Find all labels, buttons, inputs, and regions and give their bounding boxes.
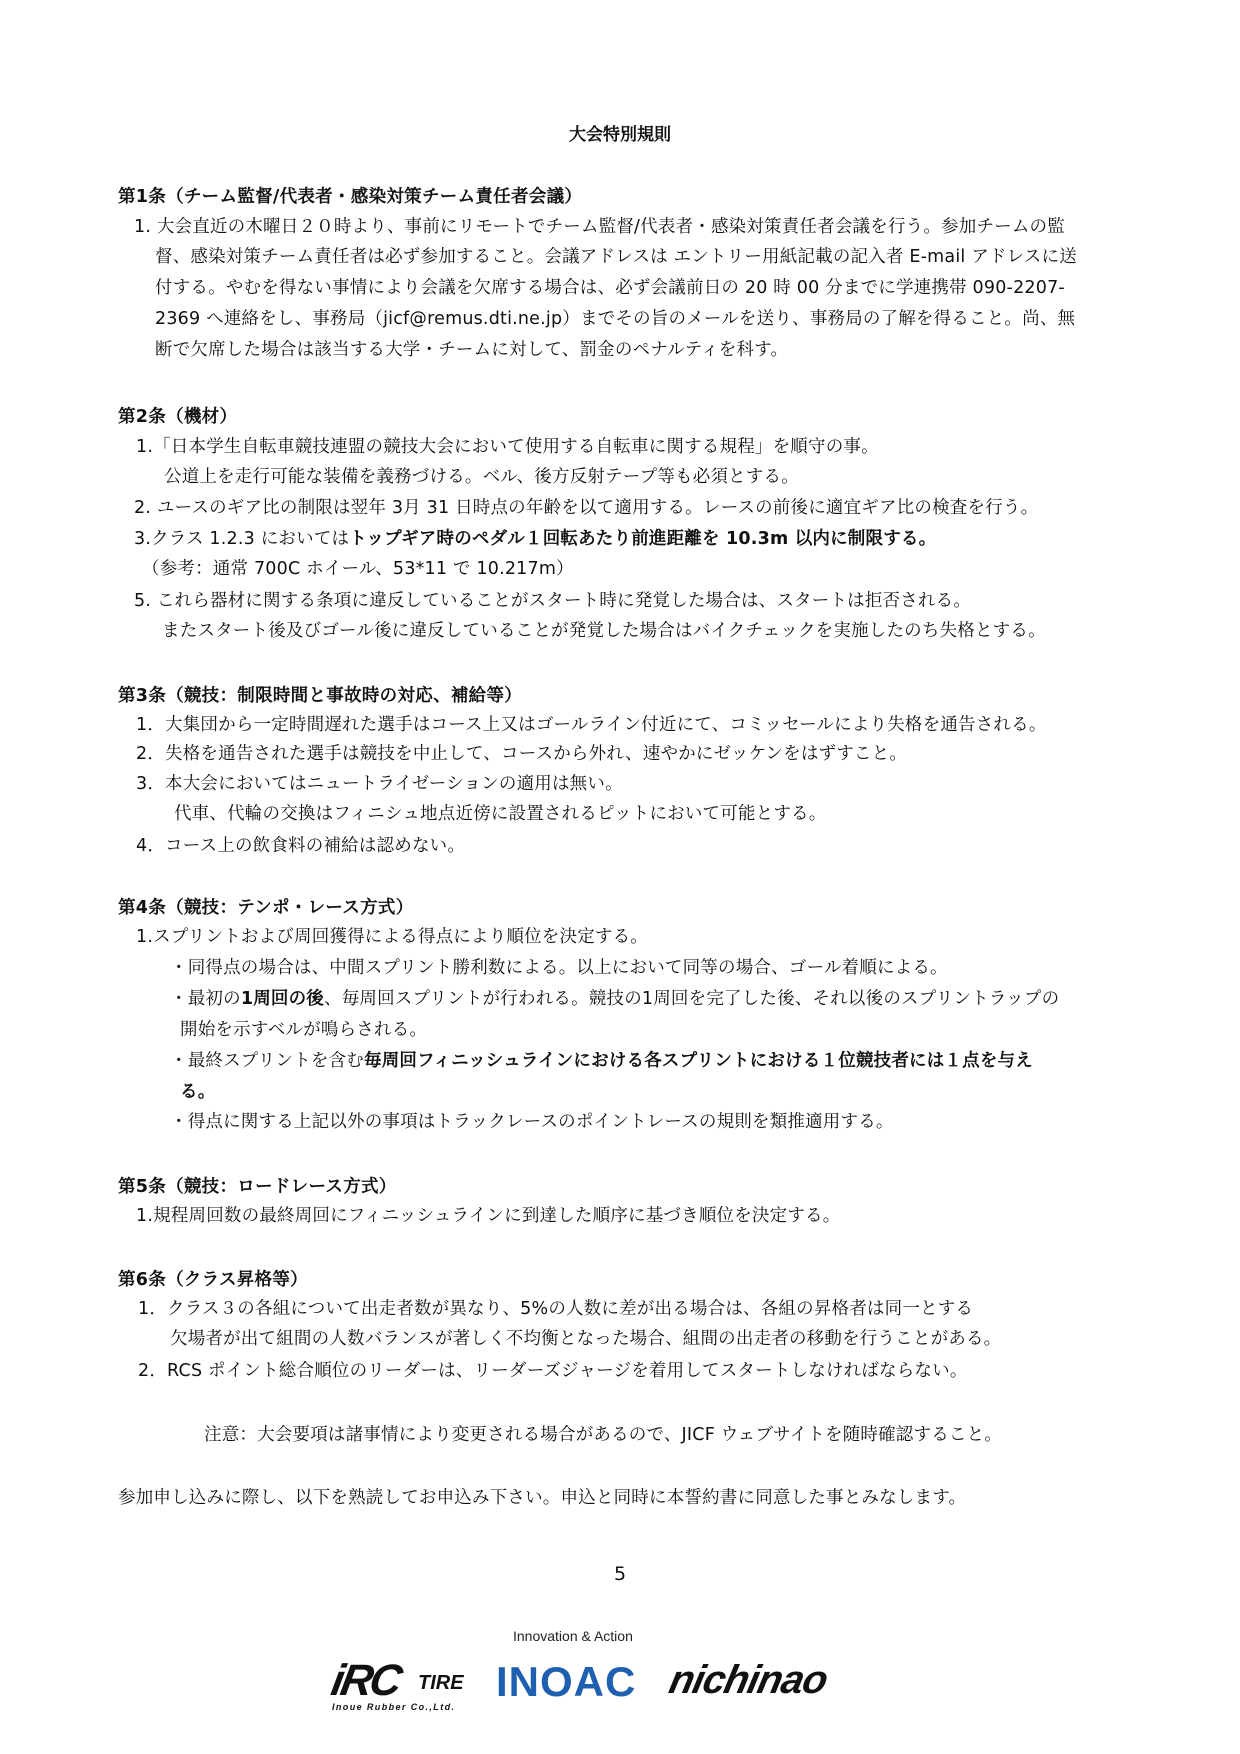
irc-tire-logo [327, 1656, 480, 1716]
article-2-line: 5. これら器材に関する条項に違反していることがスタート時に発覚した場合は、スタートは拒否される。 [134, 591, 972, 611]
article-2-bold-text: トップギア時のペダル１回転あたり前進距離を 10.3m 以内に制限する。 [349, 529, 937, 549]
article-1-line: 督、感染対策チーム責任者は必ず参加すること。会議アドレスは エントリー用紙記載の記入者 E-mail アドレスに送 [155, 247, 1077, 267]
article-3-line: 3．本大会においてはニュートライゼーションの適用は無い。 [136, 774, 623, 794]
nichinao-logo: nichinao [665, 1658, 832, 1702]
article-1-line: 1. 大会直近の木曜日２０時より、事前にリモートでチーム監督/代表者・感染対策責任者会議を行う。参加チームの監 [134, 217, 1065, 237]
article-1-line: 断で欠席した場合は該当する大学・チームに対して、罰金のペナルティを科す。 [155, 340, 789, 360]
article-4-heading: 第4条（競技：テンポ・レース方式） [118, 898, 414, 918]
article-3-heading: 第3条（競技：制限時間と事故時の対応、補給等） [118, 686, 523, 706]
article-2-heading: 第2条（機材） [118, 407, 238, 427]
article-4-line: ・得点に関する上記以外の事項はトラックレースのポイントレースの規則を類推適用する。 [170, 1112, 894, 1132]
article-6-heading: 第6条（クラス昇格等） [118, 1270, 308, 1290]
article-3-line: 代車、代輪の交換はフィニシュ地点近傍に設置されるピットにおいて可能とする。 [174, 804, 827, 824]
article-4-line [170, 988, 1059, 1010]
article-6-line: 2．RCS ポイント総合順位のリーダーは、リーダーズジャージを着用してスタートしなければならない。 [138, 1361, 968, 1381]
article-2-line: 2. ユースのギア比の制限は翌年 3月 31 日時点の年齢を以て適用する。レースの前後に適宜ギア比の検査を行う。 [134, 498, 1039, 518]
article-4-bold-text: 毎周回フィニッシュラインにおける各スプリントにおける１位競技者には１点を与え [364, 1051, 1033, 1071]
article-4-line-text: ・最終スプリントを含む [170, 1051, 364, 1071]
irc-logo-mark: iRC [327, 1656, 404, 1705]
inoac-logo: INOAC [496, 1658, 637, 1705]
article-3-line: 1．大集団から一定時間遅れた選手はコース上又はゴールライン付近にて、コミッセールにより失格を通告される。 [136, 715, 1047, 735]
article-1-line: 2369 へ連絡をし、事務局（jicf@remus.dti.ne.jp）までその旨のメールを送り、事務局の了解を得ること。尚、無 [155, 309, 1076, 329]
article-6-line: 1．クラス３の各組について出走者数が異なり、5%の人数に差が出る場合は、各組の昇格者は同一とする [138, 1299, 974, 1319]
sponsor-logos [327, 1628, 930, 1718]
article-4-line [170, 1050, 1033, 1072]
article-3-line: 4．コース上の飲食料の補給は認めない。 [136, 836, 466, 856]
article-2-line: 1.「日本学生自転車競技連盟の競技大会において使用する自転車に関する規程」を順守の事。 [136, 437, 879, 457]
closing-text: 参加申し込みに際し、以下を熟読してお申込み下さい。申込と同時に本誓約書に同意した事とみなします。 [118, 1488, 967, 1508]
article-5-line: 1.規程周回数の最終周回にフィニッシュラインに到達した順序に基づき順位を決定する。 [136, 1206, 841, 1226]
page-title: 大会特別規則 [569, 125, 671, 145]
article-4-line: る。 [180, 1082, 216, 1102]
article-2-line-text: 3.クラス 1.2.3 においては [134, 529, 350, 549]
article-2-line: 公道上を走行可能な装備を義務づける。ベル、後方反射テープ等も必須とする。 [164, 467, 799, 487]
article-4-bold-text: 1周回の後 [240, 989, 324, 1009]
irc-logo-subtitle: Inoue Rubber Co.,Ltd. [332, 1702, 456, 1712]
article-4-line: 1.スプリントおよび周回獲得による得点により順位を決定する。 [136, 927, 648, 947]
article-3-line: 2．失格を通告された選手は競技を中止して、コースから外れ、速やかにゼッケンをはずすこと。 [136, 744, 908, 764]
article-1-heading: 第1条（チーム監督/代表者・感染対策チーム責任者会議） [118, 187, 583, 207]
article-6-line: 欠場者が出て組間の人数バランスが著しく不均衡となった場合、組間の出走者の移動を行うことがある。 [170, 1329, 1002, 1349]
article-2-line: またスタート後及びゴール後に違反していることが発覚した場合はバイクチェックを実施したのち失格とする。 [162, 621, 1046, 641]
article-4-line-text: 、毎周回スプリントが行われる。競技の1周回を完了した後、それ以後のスプリントラップの [324, 989, 1060, 1009]
article-4-line: ・同得点の場合は、中間スプリント勝利数による。以上において同等の場合、ゴール着順による。 [170, 958, 948, 978]
irc-logo-tire: TIRE [418, 1672, 464, 1694]
page-number: 5 [613, 1563, 627, 1585]
article-2-line [134, 528, 936, 550]
sponsor-tagline: Innovation & Action [513, 1628, 633, 1644]
notice-text: 注意：大会要項は諸事情により変更される場合があるので、JICF ウェブサイトを随時確認すること。 [204, 1425, 1002, 1445]
article-2-line: （参考：通常 700C ホイール、53*11 で 10.217m） [142, 559, 574, 579]
article-4-line: 開始を示すベルが鳴らされる。 [180, 1020, 428, 1040]
article-4-line-text: ・最初の [170, 989, 241, 1009]
article-5-heading: 第5条（競技：ロードレース方式） [118, 1177, 397, 1197]
article-1-line: 付する。やむを得ない事情により会議を欠席する場合は、必ず会議前日の 20 時 00 分までに学連携帯 090-2207- [155, 278, 1065, 298]
